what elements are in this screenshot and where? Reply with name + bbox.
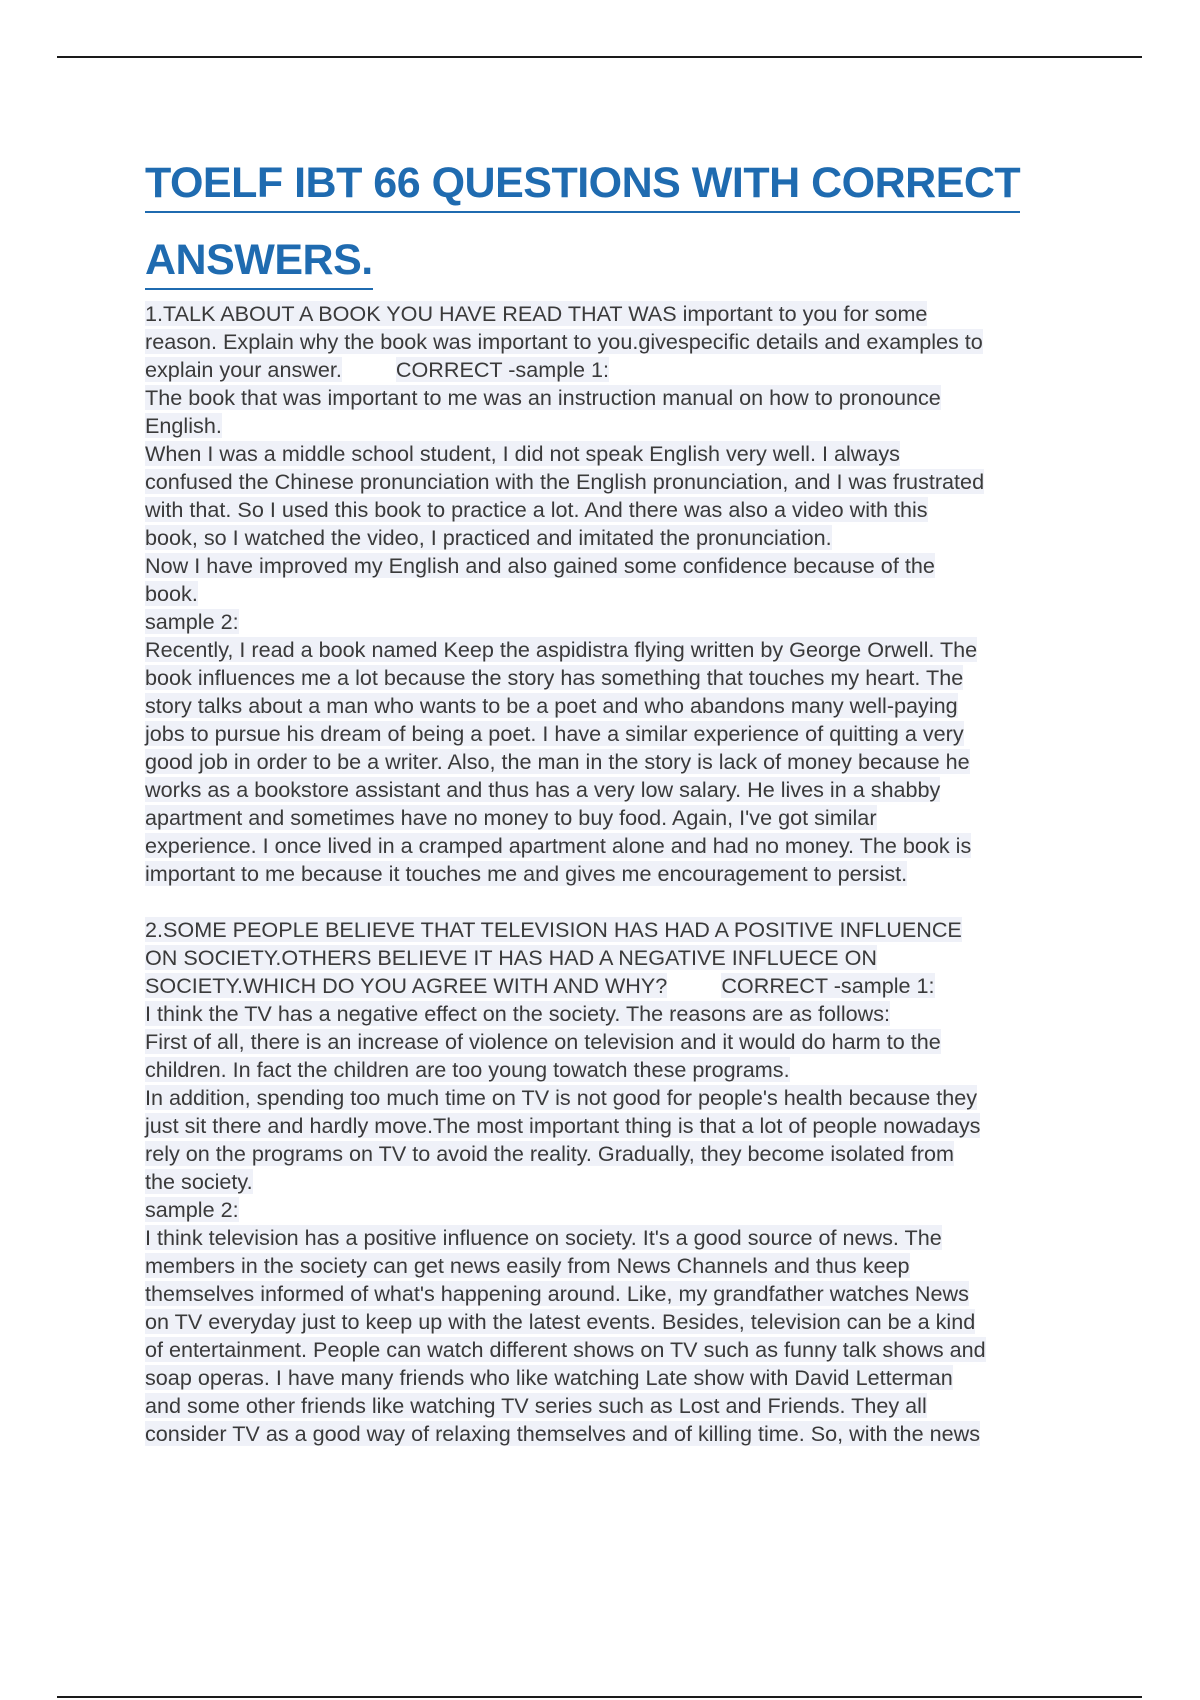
- text-line: good job in order to be a writer. Also, the man in the story is lack of money because he: [145, 749, 970, 774]
- text-line: important to me because it touches me and gives me encouragement to persist.: [145, 861, 908, 886]
- text-line: The book that was important to me was an instruction manual on how to pronounce: [145, 385, 941, 410]
- text-line: on TV everyday just to keep up with the latest events. Besides, television can be a kind: [145, 1309, 976, 1334]
- text-line: themselves informed of what's happening around. Like, my grandfather watches News: [145, 1281, 969, 1306]
- correct-label: CORRECT -sample 1:: [721, 973, 935, 998]
- title-line-1: TOELF IBT 66 QUESTIONS WITH CORRECT: [145, 155, 1020, 213]
- question-1-sample-2: [145, 608, 1090, 888]
- text-line: the society.: [145, 1169, 253, 1194]
- footer-rule: [57, 1696, 1142, 1698]
- text-line: just sit there and hardly move.The most important thing is that a lot of people nowadays: [145, 1113, 981, 1138]
- question-1-sample-1: [145, 384, 1090, 608]
- text-line: First of all, there is an increase of violence on television and it would do harm to the: [145, 1029, 941, 1054]
- question-1-prompt: [145, 300, 1090, 384]
- text-line: Now I have improved my English and also gained some confidence because of the: [145, 553, 935, 578]
- text-line: of entertainment. People can watch different shows on TV such as funny talk shows and: [145, 1337, 986, 1362]
- question-2: [145, 916, 1090, 1448]
- text-line: 2.SOME PEOPLE BELIEVE THAT TELEVISION HAS HAD A POSITIVE INFLUENCE: [145, 917, 962, 942]
- text-line: soap operas. I have many friends who like watching Late show with David Letterman: [145, 1365, 953, 1390]
- text-line: book.: [145, 581, 198, 606]
- text-line: with that. So I used this book to practice a lot. And there was also a video with this: [145, 497, 928, 522]
- text-line: and some other friends like watching TV series such as Lost and Friends. They all: [145, 1393, 927, 1418]
- text-line: jobs to pursue his dream of being a poet. I have a similar experience of quitting a very: [145, 721, 964, 746]
- text-line: I think television has a positive influence on society. It's a good source of news. The: [145, 1225, 942, 1250]
- header-rule: [57, 56, 1142, 58]
- text-line: confused the Chinese pronunciation with the English pronunciation, and I was frustrated: [145, 469, 985, 494]
- correct-label: CORRECT -sample 1:: [395, 357, 610, 382]
- text-line: rely on the programs on TV to avoid the reality. Gradually, they become isolated from: [145, 1141, 954, 1166]
- question-2-sample-2: [145, 1196, 1090, 1448]
- text-line: members in the society can get news easily from News Channels and thus keep: [145, 1253, 910, 1278]
- question-2-sample-1: [145, 1000, 1090, 1196]
- text-line: story talks about a man who wants to be a poet and who abandons many well-paying: [145, 693, 958, 718]
- text-line: ON SOCIETY.OTHERS BELIEVE IT HAS HAD A NEGATIVE INFLUECE ON: [145, 945, 877, 970]
- text-line: apartment and sometimes have no money to buy food. Again, I've got similar: [145, 805, 877, 830]
- text-line: reason. Explain why the book was important to you.givespecific details and examples to: [145, 329, 983, 354]
- text-line: experience. I once lived in a cramped apartment alone and had no money. The book is: [145, 833, 972, 858]
- text-line: 1.TALK ABOUT A BOOK YOU HAVE READ THAT WAS important to you for some: [145, 301, 928, 326]
- text-line: When I was a middle school student, I did not speak English very well. I always: [145, 441, 900, 466]
- text-line: Recently, I read a book named Keep the aspidistra flying written by George Orwell. The: [145, 637, 978, 662]
- paragraph-gap: [145, 888, 1090, 916]
- text-line: book influences me a lot because the story has something that touches my heart. The: [145, 665, 964, 690]
- text-line: SOCIETY.WHICH DO YOU AGREE WITH AND WHY?: [145, 973, 668, 998]
- text-line: I think the TV has a negative effect on the society. The reasons are as follows:: [145, 1001, 891, 1026]
- text-line: consider TV as a good way of relaxing themselves and of killing time. So, with the news: [145, 1421, 980, 1446]
- text-line: book, so I watched the video, I practiced and imitated the pronunciation.: [145, 525, 832, 550]
- sample-label: sample 2:: [145, 1197, 239, 1222]
- text-line: explain your answer.: [145, 357, 342, 382]
- question-2-prompt: [145, 916, 1090, 1000]
- text-line: In addition, spending too much time on TV is not good for people's health because they: [145, 1085, 978, 1110]
- text-line: works as a bookstore assistant and thus has a very low salary. He lives in a shabby: [145, 777, 941, 802]
- question-1: [145, 300, 1090, 888]
- title-line-2: ANSWERS.: [145, 232, 373, 290]
- document-title: [145, 148, 1105, 302]
- text-line: children. In fact the children are too young towatch these programs.: [145, 1057, 790, 1082]
- document-body: [145, 300, 1090, 1448]
- text-line: English.: [145, 413, 222, 438]
- sample-label: sample 2:: [145, 609, 239, 634]
